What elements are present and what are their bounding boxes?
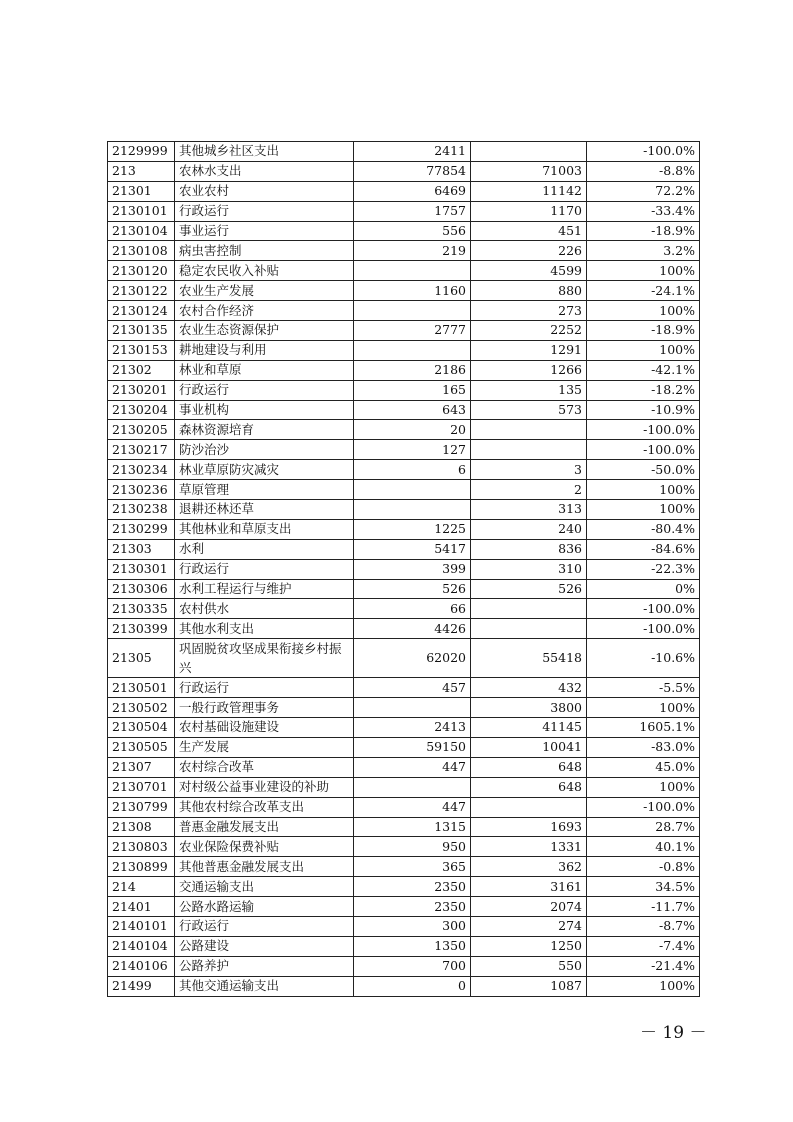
- cell-code: 2130201: [108, 380, 175, 400]
- cell-code: 2130504: [108, 718, 175, 738]
- cell-change-percent: 45.0%: [587, 757, 700, 777]
- cell-change-percent: -80.4%: [587, 519, 700, 539]
- table-row: [108, 718, 700, 738]
- cell-name: 林业和草原: [175, 360, 354, 380]
- cell-current-year: 648: [471, 777, 587, 797]
- table-row: [108, 440, 700, 460]
- cell-code: 2130124: [108, 301, 175, 321]
- table-row: [108, 877, 700, 897]
- cell-current-year: 4599: [471, 261, 587, 281]
- cell-prior-year: 127: [354, 440, 471, 460]
- table-row: [108, 619, 700, 639]
- cell-prior-year: 2777: [354, 321, 471, 341]
- cell-code: 2130104: [108, 221, 175, 241]
- table-row: [108, 201, 700, 221]
- cell-prior-year: 300: [354, 916, 471, 936]
- cell-current-year: [471, 440, 587, 460]
- cell-name: 公路水路运输: [175, 897, 354, 917]
- table-row: [108, 281, 700, 301]
- cell-current-year: 880: [471, 281, 587, 301]
- table-row: [108, 181, 700, 201]
- cell-change-percent: 100%: [587, 261, 700, 281]
- cell-prior-year: 1160: [354, 281, 471, 301]
- cell-change-percent: 72.2%: [587, 181, 700, 201]
- cell-change-percent: -33.4%: [587, 201, 700, 221]
- cell-code: 2130701: [108, 777, 175, 797]
- cell-current-year: 11142: [471, 181, 587, 201]
- table-row: [108, 857, 700, 877]
- cell-code: 2130236: [108, 480, 175, 500]
- cell-prior-year: 0: [354, 976, 471, 996]
- cell-prior-year: 4426: [354, 619, 471, 639]
- cell-code: 2130399: [108, 619, 175, 639]
- table-row: [108, 142, 700, 162]
- cell-code: 21301: [108, 181, 175, 201]
- table-row: [108, 460, 700, 480]
- cell-name: 行政运行: [175, 201, 354, 221]
- table-row: [108, 936, 700, 956]
- cell-name: 林业草原防灾减灾: [175, 460, 354, 480]
- cell-change-percent: -18.2%: [587, 380, 700, 400]
- cell-prior-year: [354, 301, 471, 321]
- cell-prior-year: 59150: [354, 737, 471, 757]
- cell-current-year: [471, 142, 587, 162]
- cell-change-percent: 28.7%: [587, 817, 700, 837]
- cell-prior-year: 62020: [354, 639, 471, 678]
- table-row: [108, 737, 700, 757]
- table-row: [108, 161, 700, 181]
- cell-name: 其他林业和草原支出: [175, 519, 354, 539]
- cell-name: 其他农村综合改革支出: [175, 797, 354, 817]
- cell-name: 退耕还林还草: [175, 500, 354, 520]
- cell-prior-year: [354, 340, 471, 360]
- cell-current-year: 362: [471, 857, 587, 877]
- cell-prior-year: [354, 480, 471, 500]
- table-row: [108, 976, 700, 996]
- table-row: [108, 340, 700, 360]
- cell-change-percent: -5.5%: [587, 678, 700, 698]
- cell-name: 其他普惠金融发展支出: [175, 857, 354, 877]
- cell-current-year: 1291: [471, 340, 587, 360]
- cell-current-year: 550: [471, 956, 587, 976]
- cell-prior-year: [354, 500, 471, 520]
- cell-code: 2130803: [108, 837, 175, 857]
- cell-change-percent: -84.6%: [587, 539, 700, 559]
- cell-prior-year: 1350: [354, 936, 471, 956]
- cell-code: 2130899: [108, 857, 175, 877]
- cell-change-percent: 100%: [587, 976, 700, 996]
- cell-change-percent: -7.4%: [587, 936, 700, 956]
- table-row: [108, 599, 700, 619]
- cell-change-percent: -24.1%: [587, 281, 700, 301]
- cell-name: 巩固脱贫攻坚成果衔接乡村振兴: [175, 639, 354, 678]
- cell-prior-year: [354, 698, 471, 718]
- cell-name: 水利工程运行与维护: [175, 579, 354, 599]
- cell-change-percent: 40.1%: [587, 837, 700, 857]
- cell-code: 21305: [108, 639, 175, 678]
- table-row: [108, 500, 700, 520]
- cell-prior-year: [354, 777, 471, 797]
- cell-name: 一般行政管理事务: [175, 698, 354, 718]
- cell-code: 2130153: [108, 340, 175, 360]
- cell-current-year: 273: [471, 301, 587, 321]
- cell-name: 行政运行: [175, 678, 354, 698]
- cell-prior-year: 219: [354, 241, 471, 261]
- cell-change-percent: -100.0%: [587, 420, 700, 440]
- cell-name: 稳定农民收入补贴: [175, 261, 354, 281]
- cell-prior-year: 77854: [354, 161, 471, 181]
- table-row: [108, 301, 700, 321]
- cell-name: 病虫害控制: [175, 241, 354, 261]
- cell-prior-year: 643: [354, 400, 471, 420]
- cell-current-year: 313: [471, 500, 587, 520]
- cell-prior-year: 457: [354, 678, 471, 698]
- table-row: [108, 956, 700, 976]
- cell-code: 2130299: [108, 519, 175, 539]
- cell-change-percent: -100.0%: [587, 619, 700, 639]
- cell-code: 21303: [108, 539, 175, 559]
- cell-current-year: 226: [471, 241, 587, 261]
- cell-prior-year: 526: [354, 579, 471, 599]
- cell-change-percent: 34.5%: [587, 877, 700, 897]
- cell-change-percent: 100%: [587, 340, 700, 360]
- cell-prior-year: 2413: [354, 718, 471, 738]
- cell-current-year: 432: [471, 678, 587, 698]
- cell-current-year: 41145: [471, 718, 587, 738]
- cell-change-percent: -50.0%: [587, 460, 700, 480]
- cell-prior-year: 399: [354, 559, 471, 579]
- cell-code: 2130502: [108, 698, 175, 718]
- cell-prior-year: 2350: [354, 897, 471, 917]
- cell-name: 行政运行: [175, 559, 354, 579]
- table-row: [108, 321, 700, 341]
- cell-code: 2130101: [108, 201, 175, 221]
- cell-name: 草原管理: [175, 480, 354, 500]
- table-row: [108, 698, 700, 718]
- table-row: [108, 360, 700, 380]
- cell-prior-year: 950: [354, 837, 471, 857]
- cell-current-year: [471, 420, 587, 440]
- cell-current-year: 451: [471, 221, 587, 241]
- table-row: [108, 539, 700, 559]
- cell-current-year: 3161: [471, 877, 587, 897]
- cell-change-percent: -100.0%: [587, 599, 700, 619]
- cell-code: 21307: [108, 757, 175, 777]
- cell-name: 耕地建设与利用: [175, 340, 354, 360]
- cell-current-year: 1266: [471, 360, 587, 380]
- table-row: [108, 480, 700, 500]
- table-row: [108, 837, 700, 857]
- cell-current-year: [471, 599, 587, 619]
- cell-current-year: 2074: [471, 897, 587, 917]
- cell-name: 公路养护: [175, 956, 354, 976]
- table-row: [108, 797, 700, 817]
- cell-prior-year: 447: [354, 797, 471, 817]
- budget-expenditure-table: [107, 141, 700, 997]
- cell-current-year: 1693: [471, 817, 587, 837]
- cell-code: 21308: [108, 817, 175, 837]
- table-row: [108, 221, 700, 241]
- cell-prior-year: 1757: [354, 201, 471, 221]
- cell-name: 交通运输支出: [175, 877, 354, 897]
- cell-change-percent: -21.4%: [587, 956, 700, 976]
- cell-prior-year: 66: [354, 599, 471, 619]
- cell-name: 生产发展: [175, 737, 354, 757]
- cell-current-year: [471, 619, 587, 639]
- cell-name: 农村供水: [175, 599, 354, 619]
- cell-code: 2130217: [108, 440, 175, 460]
- cell-name: 行政运行: [175, 916, 354, 936]
- cell-code: 2140104: [108, 936, 175, 956]
- table-body: [108, 142, 700, 997]
- cell-change-percent: -10.6%: [587, 639, 700, 678]
- cell-change-percent: 100%: [587, 777, 700, 797]
- cell-code: 214: [108, 877, 175, 897]
- cell-code: 2130108: [108, 241, 175, 261]
- cell-name: 农业保险保费补贴: [175, 837, 354, 857]
- cell-prior-year: 447: [354, 757, 471, 777]
- cell-change-percent: -18.9%: [587, 221, 700, 241]
- table-row: [108, 420, 700, 440]
- page-number: － 19 －: [640, 1023, 707, 1043]
- cell-change-percent: 100%: [587, 480, 700, 500]
- table-row: [108, 897, 700, 917]
- cell-name: 行政运行: [175, 380, 354, 400]
- cell-code: 2130122: [108, 281, 175, 301]
- table-row: [108, 757, 700, 777]
- cell-current-year: 1087: [471, 976, 587, 996]
- cell-current-year: 573: [471, 400, 587, 420]
- cell-name: 事业运行: [175, 221, 354, 241]
- cell-name: 普惠金融发展支出: [175, 817, 354, 837]
- cell-name: 防沙治沙: [175, 440, 354, 460]
- cell-code: 21499: [108, 976, 175, 996]
- cell-current-year: 2: [471, 480, 587, 500]
- cell-name: 农业生态资源保护: [175, 321, 354, 341]
- table-row: [108, 400, 700, 420]
- cell-current-year: 836: [471, 539, 587, 559]
- cell-code: 2130234: [108, 460, 175, 480]
- table-row: [108, 639, 700, 678]
- cell-name: 公路建设: [175, 936, 354, 956]
- cell-prior-year: 365: [354, 857, 471, 877]
- cell-prior-year: 2186: [354, 360, 471, 380]
- cell-current-year: 3800: [471, 698, 587, 718]
- table-row: [108, 678, 700, 698]
- cell-prior-year: 20: [354, 420, 471, 440]
- cell-name: 农村综合改革: [175, 757, 354, 777]
- table-row: [108, 241, 700, 261]
- cell-name: 其他城乡社区支出: [175, 142, 354, 162]
- cell-change-percent: 100%: [587, 301, 700, 321]
- cell-change-percent: -100.0%: [587, 797, 700, 817]
- cell-name: 其他交通运输支出: [175, 976, 354, 996]
- cell-prior-year: 165: [354, 380, 471, 400]
- cell-prior-year: 700: [354, 956, 471, 976]
- cell-current-year: 135: [471, 380, 587, 400]
- cell-prior-year: 5417: [354, 539, 471, 559]
- table-row: [108, 579, 700, 599]
- table-row: [108, 380, 700, 400]
- cell-change-percent: 3.2%: [587, 241, 700, 261]
- table-row: [108, 261, 700, 281]
- cell-current-year: 1331: [471, 837, 587, 857]
- cell-change-percent: -100.0%: [587, 142, 700, 162]
- cell-name: 农林水支出: [175, 161, 354, 181]
- cell-code: 2130301: [108, 559, 175, 579]
- cell-code: 2130505: [108, 737, 175, 757]
- cell-current-year: 71003: [471, 161, 587, 181]
- cell-code: 2140101: [108, 916, 175, 936]
- cell-name: 农业农村: [175, 181, 354, 201]
- cell-name: 森林资源培育: [175, 420, 354, 440]
- cell-name: 农村基础设施建设: [175, 718, 354, 738]
- cell-current-year: 1250: [471, 936, 587, 956]
- cell-change-percent: -18.9%: [587, 321, 700, 341]
- cell-current-year: 526: [471, 579, 587, 599]
- cell-code: 2140106: [108, 956, 175, 976]
- cell-change-percent: -0.8%: [587, 857, 700, 877]
- cell-current-year: 10041: [471, 737, 587, 757]
- cell-current-year: 3: [471, 460, 587, 480]
- cell-change-percent: -10.9%: [587, 400, 700, 420]
- cell-code: 2130799: [108, 797, 175, 817]
- table-row: [108, 559, 700, 579]
- cell-change-percent: -22.3%: [587, 559, 700, 579]
- table-row: [108, 519, 700, 539]
- cell-name: 对村级公益事业建设的补助: [175, 777, 354, 797]
- cell-change-percent: 100%: [587, 500, 700, 520]
- cell-change-percent: -100.0%: [587, 440, 700, 460]
- cell-current-year: [471, 797, 587, 817]
- table-row: [108, 817, 700, 837]
- cell-current-year: 310: [471, 559, 587, 579]
- cell-code: 21302: [108, 360, 175, 380]
- cell-prior-year: 2411: [354, 142, 471, 162]
- cell-code: 2130501: [108, 678, 175, 698]
- cell-name: 农村合作经济: [175, 301, 354, 321]
- cell-prior-year: 6469: [354, 181, 471, 201]
- cell-code: 2130120: [108, 261, 175, 281]
- cell-code: 2130135: [108, 321, 175, 341]
- cell-prior-year: 1315: [354, 817, 471, 837]
- cell-name: 事业机构: [175, 400, 354, 420]
- cell-change-percent: -8.7%: [587, 916, 700, 936]
- cell-change-percent: -83.0%: [587, 737, 700, 757]
- cell-prior-year: [354, 261, 471, 281]
- cell-prior-year: 2350: [354, 877, 471, 897]
- cell-change-percent: 0%: [587, 579, 700, 599]
- cell-current-year: 2252: [471, 321, 587, 341]
- cell-current-year: 1170: [471, 201, 587, 221]
- cell-prior-year: 6: [354, 460, 471, 480]
- cell-current-year: 648: [471, 757, 587, 777]
- cell-change-percent: -42.1%: [587, 360, 700, 380]
- table-row: [108, 777, 700, 797]
- cell-name: 农业生产发展: [175, 281, 354, 301]
- cell-change-percent: -8.8%: [587, 161, 700, 181]
- cell-code: 2130204: [108, 400, 175, 420]
- cell-current-year: 240: [471, 519, 587, 539]
- cell-name: 水利: [175, 539, 354, 559]
- cell-current-year: 274: [471, 916, 587, 936]
- cell-code: 2130306: [108, 579, 175, 599]
- cell-code: 2130335: [108, 599, 175, 619]
- cell-code: 213: [108, 161, 175, 181]
- cell-code: 21401: [108, 897, 175, 917]
- cell-prior-year: 556: [354, 221, 471, 241]
- cell-name: 其他水利支出: [175, 619, 354, 639]
- cell-change-percent: 100%: [587, 698, 700, 718]
- cell-prior-year: 1225: [354, 519, 471, 539]
- cell-current-year: 55418: [471, 639, 587, 678]
- table-row: [108, 916, 700, 936]
- cell-code: 2130205: [108, 420, 175, 440]
- cell-change-percent: -11.7%: [587, 897, 700, 917]
- cell-code: 2130238: [108, 500, 175, 520]
- cell-change-percent: 1605.1%: [587, 718, 700, 738]
- cell-code: 2129999: [108, 142, 175, 162]
